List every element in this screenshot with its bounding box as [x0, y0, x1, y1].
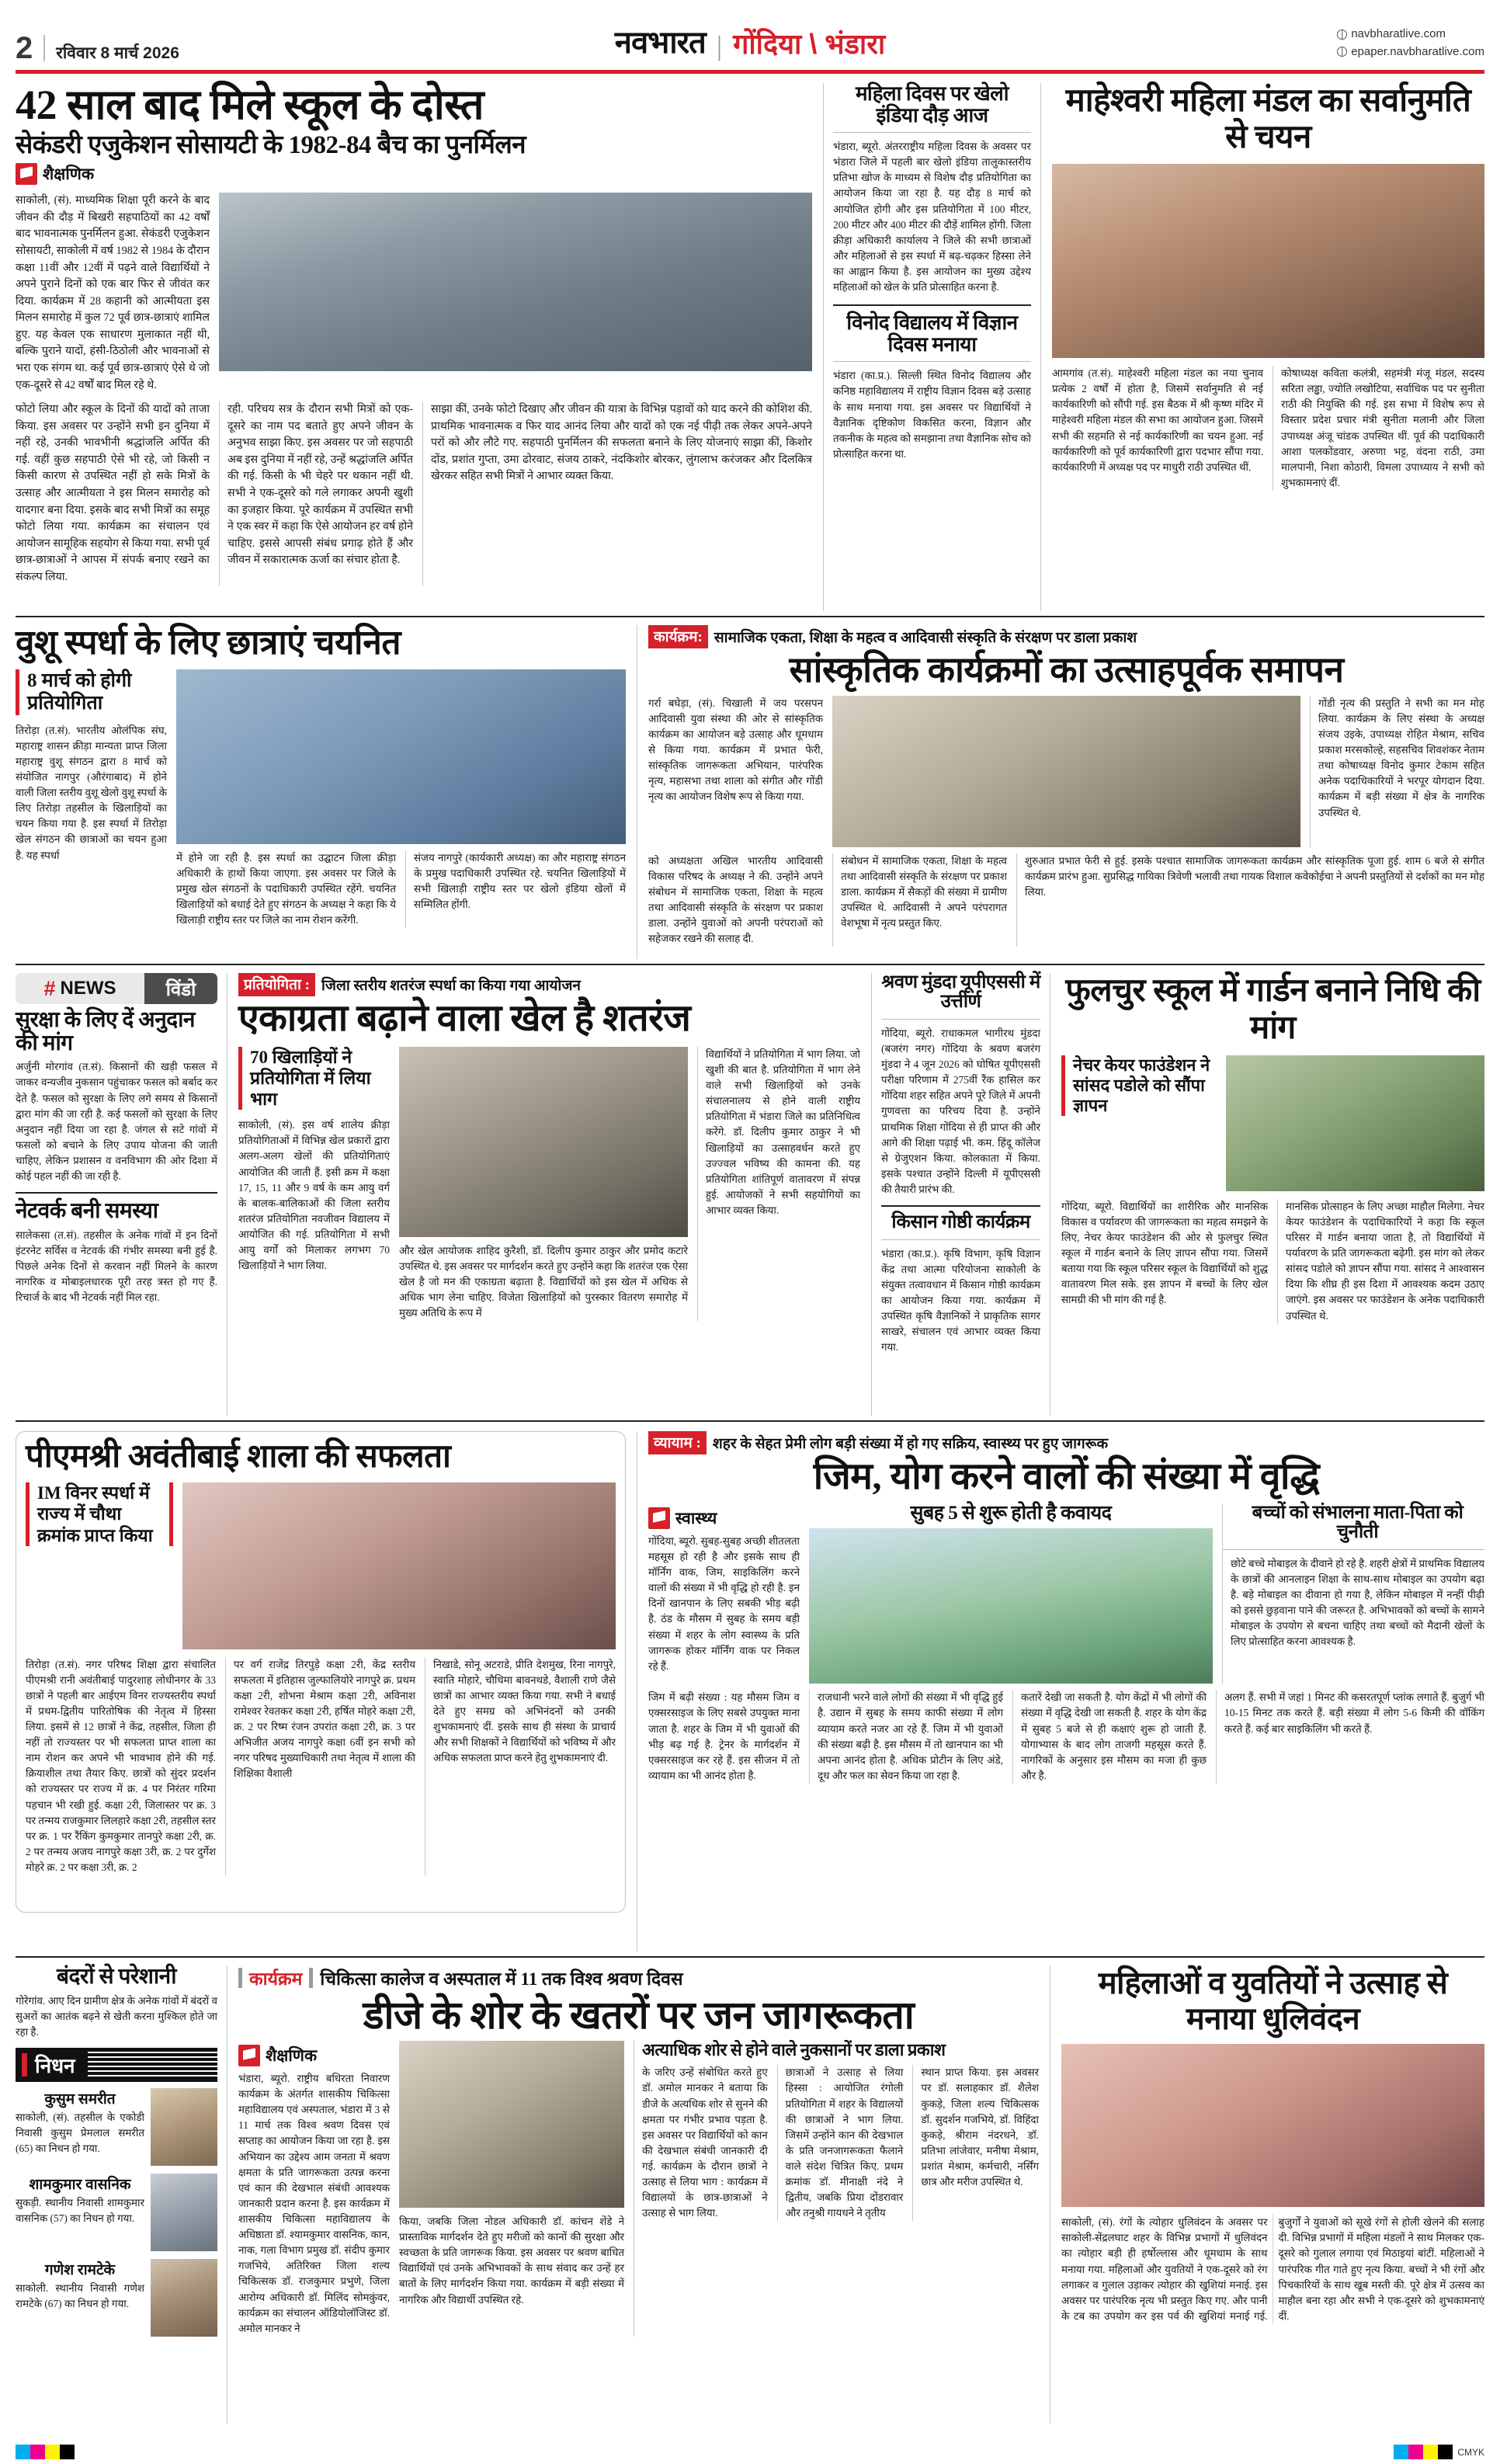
gym-headline: जिम, योग करने वालों की संख्या में वृद्धि [813, 1456, 1320, 1497]
obit-text: सुकड़ी. स्थानीय निवासी शामकुमार वासनिक (57) का निधन हो गया. [16, 2197, 144, 2225]
dj-body-1: भंडारा, ब्यूरो. राष्ट्रीय बधिरता निवारण कार्यक्रम के अंतर्गत शासकीय चिकित्सा महाविद्यालय एवं अस्पताल, भंडारा में 3 से 11 मार्च तक विश्व श्रवण दिवस एवं सप्ताह का आयोजन किया जा रहा है. इस अभियान का उद्देश्य आम जनता में श्रवण क्षमता के प्रति जागरूकता उत्पन्न करना एवं कान की देखभाल संबंधी आवश्यक जानकारी प्रदान करना है. इस कार्यक्रम में शासकीय चिकित्सा महाविद्यालय के अधिष्ठाता डॉ. श्यामकुमार वासनिक, कान, नाक, गला विभाग प्रमुख डॉ. संदीप कुमार गजभिये, अतिरिक्त जिला शल्य चिकित्सक डॉ. राजकुमार प्रभुणे, जिला आरोग्य अधिकारी डॉ. मिलिंद सोमकुंवर, कार्यक्रम का संचालन ऑडियोलॉजिस्ट डॉ. अमोल मानकर ने [238, 2073, 390, 2334]
holi-photo [1061, 2044, 1484, 2207]
lead-col-4 [422, 401, 812, 586]
wushu-col-a [176, 850, 396, 929]
gym-photo [809, 1528, 1213, 1684]
newspaper-logo: नवभारत [614, 26, 706, 60]
pmshri-left [26, 1482, 173, 1649]
swatch-black [1438, 2445, 1453, 2459]
cmyk-label: CMYK [1457, 2446, 1484, 2458]
gym-badge [648, 1507, 717, 1529]
vinod-vigyan-headline: विनोद विद्यालय में विज्ञान दिवस मनाया [846, 311, 1018, 356]
wushu-story [16, 625, 637, 959]
wushu-body-1: तिरोड़ा (त.सं). भारतीय ओलंपिक संघ, महाराष्ट्र शासन क्रीड़ा मान्यता प्राप्त जिला महाराष्ट्र वुशू संगठन द्वारा 8 मार्च को संयोजित नागपुर (औरंगाबाद) में होने वाली जिला स्तरीय वुशू खेलो वुशू स्पर्धा के लिए तिरोड़ा तहसील के खिलाड़ियों का चयन किया गया है. इस स्पर्धा में तिरोड़ा खेल संगठन की छात्राओं का चयन हुआ है. यह स्पर्धा [16, 724, 167, 861]
band-divider-2 [16, 964, 1484, 965]
sanskritik-body-3: संबोधन में सामाजिक एकता, शिक्षा के महत्व तथा आदिवासी संस्कृति के संरक्षण पर प्रकाश डाला. कार्यक्रम में सैकड़ों की संख्या में ग्रामीण उपस्थित थे. आदिवासी ने अपने परंपरागत वेशभूषा में नृत्य प्रस्तुत किए. [841, 854, 1007, 930]
sanskritik-photo-wrap [832, 696, 1300, 847]
phulchur-body-2: मानसिक प्रोत्साहन के लिए अच्छा माहौल मिलेगा. नेचर केयर फाउंडेशन के पदाधिकारियों ने कहा कि स्कूल परिसर में गार्डन बनाया जाता है, तो विद्यार्थियों में पर्यावरण के प्रति जागरूकता बढ़ेगी. इस मांग को लेकर सांसद पडोले को ज्ञापन सौंपा गया. सांसद ने आश्वासन दिया कि शीघ्र ही इस दिशा में आवश्यक कदम उठाए जाएंगे. इस अवसर पर फाउंडेशन के अनेक पदाधिकारी उपस्थित थे. [1286, 1200, 1484, 1322]
wushu-photo [176, 669, 626, 844]
gym-col-4 [1012, 1690, 1207, 1784]
holi-story [1050, 1965, 1484, 2424]
masthead [16, 14, 1484, 64]
dj-photo [399, 2041, 624, 2208]
maheshwari-body-row [1052, 366, 1484, 491]
band-wushu-sanskritik [16, 625, 1484, 959]
pmshri-body-row [26, 1657, 616, 1876]
maheshwari-photo [1052, 164, 1484, 358]
pmshri-deck: IM विनर स्पर्धा में राज्य में चौथा क्रमांक प्राप्त किया [26, 1482, 173, 1547]
band-top [16, 83, 1484, 611]
wushu-row [16, 669, 626, 929]
phulchur-row [1061, 1055, 1484, 1191]
lead-subhead: सेकंडरी एजुकेशन सोसायटी के 1982-84 बैच का पुनर्मिलन [16, 131, 526, 160]
swatch-yellow [45, 2445, 60, 2459]
holi-headline: महिलाओं व युवतियों ने उत्साह से मनाया धुलिवंदन [1098, 1965, 1448, 2036]
globe-icon [1337, 30, 1347, 40]
news-item1-body: अर्जुनी मोरगांव (त.सं). किसानों की खड़ी फसल में जाकर वन्यजीव नुकसान पहुंचाकर फसल को बर्बाद कर देते है. फसल को सुरक्षा के लिए लगे समय से किसानों द्वारा मांग की जा रही है. कई फसलों को सुरक्षा के लिए अनुदान नहीं दिया जा रहा है. जंगल से सटे गांवों में फसलों को बचाने के लिए उपाय योजना की जाती चाहिए, लेकिन प्रशासन व वनविभाग की ओर दिशा में कोई पहल नहीं की जा रही है. [16, 1061, 217, 1183]
edition-name: गोंदिया \ भंडारा [733, 28, 886, 60]
gym-body-2: राजधानी भरने वाले लोगों की संख्या में भी वृद्धि हुई है. उद्यान में सुबह के समय काफी संख्या में लोग व्यायाम करते नजर आ रहे हैं. जिम में भी युवाओं की संख्या बढ़ी है. इस मौसम में तो खानपान का भी अपना आनंद होता है. अधिक प्रोटीन के लिए अंडे, दूध और फल का सेवन किया जा रहा है. [818, 1691, 1003, 1781]
gym-col-3 [648, 1690, 800, 1784]
kicker-bar [238, 1968, 242, 1988]
gym-subhead-mid: सुबह 5 से शुरू होती है कवायद [910, 1502, 1112, 1524]
sanskritik-row [648, 696, 1484, 847]
dj-kicker-tag: कार्यक्रम [249, 1969, 303, 1989]
wushu-body-row [176, 850, 626, 929]
phulchur-body-1: गोंदिया, ब्यूरो. विद्यार्थियों का शारीरिक और मानसिक विकास व पर्यावरण की जागरूकता का महत्व समझने के लिए, नेचर केयर फाउंडेशन की ओर से फुलचुर स्थित स्कूल में गार्डन बनाने के लिए ज्ञापन सौंपा गया. जिसमें बताया गया कि स्कूल परिसर स्कूल के विद्यार्थियों को शुद्ध वातावरण मिल सके. इस ज्ञापन में बच्चों के लिए खेल सामग्री की भी मांग की गई है. [1061, 1200, 1268, 1306]
sanskritik-row-2 [648, 853, 1484, 947]
nidhan-entry-3 [16, 2259, 217, 2337]
band-pmshri-gym [16, 1431, 1484, 1951]
sanskritik-col-2 [648, 853, 823, 947]
bandar-body: गोरेगांव. आए दिन ग्रामीण क्षेत्र के अनेक गांवों में बंदरों व सुअरों का आतंक बढ़ने से खेती करना मुश्किल होते जा रहा है. [16, 1994, 217, 2038]
phulchur-photo [1226, 1055, 1484, 1191]
dj-right [634, 2041, 1039, 2337]
lead-body-4: साझा कीं, उनके फोटो दिखाए और जीवन की यात्रा के विभिन्न पड़ावों को याद करने की कोशिश की. प्राथमिक भावनात्मक व फिर याद आनंद लिया और यादों को एक नई पीढ़ी तक लेकर अपने-अपने परों को और लौटे गए. सहपाठी पुनर्मिलन की सफलता बनाने के लिए योजनाएं साझा कीं, किशोर दोंड, प्रशांत गुप्ता, उमा ढोरवाट, संजय ठाकरे, नंदकिशोर बोरकर, लुंगलाभ करंजकर और दिलकित्र खेरकर सहित सभी मित्रों ने आभार व्यक्त किया. [431, 403, 812, 483]
maheshwari-col-2 [1273, 366, 1484, 491]
sanskritik-kicker [648, 625, 1484, 648]
cmyk-swatch-group [1394, 2445, 1453, 2459]
dj-body-4: छात्राओं ने उत्साह से लिया हिस्सा : आयोजित रंगोली प्रतियोगिता में शहर के विद्यालयों की छात्राओं ने भाग लिया. जिसमें उन्होंने कान की देखभाल के प्रति जनजागरूकता फैलाने वाले संदेश चित्रित किए. प्रथम क्रमांक डॉ. मीनाक्षी नंदे ने द्वितीय, जबकि प्रिया दोंडरावार और तनुश्री गायधने ने तृतीय [785, 2066, 904, 2219]
sanskritik-story [637, 625, 1484, 959]
sanskritik-kicker-text: सामाजिक एकता, शिक्षा के महत्व व आदिवासी संस्कृति के संरक्षण पर डाला प्रकाश [714, 630, 1137, 646]
sanskritik-body-1: गर्रा बघेड़ा, (सं). चिखाली में जय परसपन आदिवासी युवा संस्था की ओर से सांस्कृतिक कार्यक्रम का आयोजन बड़े उत्साह और धूमधाम से किया गया. कार्यक्रम में प्रभात फेरी, सांस्कृतिक जागरूकता अभियान, पारंपरिक नृत्य, महासभा तथा शाला को संगीत और गोंडी नृत्य का आयोजन विशेष रूप से किया गया. [648, 697, 823, 803]
news-tab[interactable] [16, 973, 144, 1004]
news-video-header[interactable] [16, 973, 217, 1004]
band-divider-3 [16, 1420, 1484, 1422]
sanskritik-col-3 [832, 853, 1007, 947]
shatranj-row [238, 1047, 860, 1322]
bandar-nidhan-column [16, 1965, 227, 2424]
lead-body-2: फोटो लिया और स्कूल के दिनों की यादों को ताजा किया. इस अवसर पर उन्होंने सभी इन दुनिया में नहीं रहे, उनकी भावभीनी श्रद्धांजलि अर्पित की गई. वहीं कुछ सहपाठी ऐसे भी रहे, जो किसी न किसी कारण से उपस्थित नहीं हो सके मित्रों के उत्साह और आत्मीयता ने इस मिलन समारोह को यादगार बना दिया. इसके बाद सभी मित्रों का समूह फोटो लिया गया. कार्यक्रम का संचालन एवं आयोजन सामूहिक सहयोग से किया गया. सभी पूर्व छात्र-छात्राओं ने आपस में संपर्क बनाए रखने का संकल्प लिया. [16, 403, 210, 583]
sanskritik-photo [832, 696, 1300, 847]
pmshri-row [26, 1482, 616, 1649]
health-icon [648, 1507, 670, 1529]
obit-photo [151, 2174, 217, 2251]
dj-story [227, 1965, 1050, 2424]
lead-bottom-row [16, 401, 812, 586]
gym-body-7: छोटे बच्चे मोबाइल के दीवाने हो रहे है. शहरी क्षेत्रों में प्राथमिक विद्यालय के छात्रों की आनलाइन शिक्षा के साथ-साथ मोबाइल का उपयोग बढ़ा है. बड़े मोबाइल का दीवाना हो गया है, लेकिन मोबाइल में नन्हीं पीढ़ी को इससे छुड़वाना पाने की जरूरत है. अभिभावकों को बच्चों के सामने मोबाइल के उपयोग से बचना चाहिए तथा बच्चों को मैदानी खेलों के लिए प्रोत्साहित करना आवश्यक है. [1231, 1557, 1484, 1648]
sanskritik-body-2: को अध्यक्षता अखिल भारतीय आदिवासी विकास परिषद के अध्यक्ष ने की. उन्होंने अपने संबोधन में सामाजिक एकता, शिक्षा के महत्व तथा आदिवासी संस्कृति के संरक्षण पर प्रकाश डाला. उन्होंने युवाओं को अपनी परंपराओं को सहेजकर रखने की सलाह दी. [648, 854, 823, 945]
divider [833, 132, 1031, 133]
dj-kicker-text: चिकित्सा कालेज व अस्पताल में 11 तक विश्व श्रवण दिवस [320, 1969, 683, 1989]
masthead-rule [16, 70, 1484, 74]
obit-text: साकोली, (सं). तहसील के एकोडी निवासी कुसुम प्रेमलाल समरीत (65) का निधन हो गया. [16, 2111, 144, 2155]
pmshri-col-1 [26, 1657, 216, 1876]
mahila-daud-headline: महिला दिवस पर खेलो इंडिया दौड़ आज [855, 82, 1009, 127]
shatranj-photo [399, 1047, 688, 1237]
dj-body-2: किया, जबकि जिला नोडल अधिकारी डॉ. कांचन शेंडे ने प्रास्ताविक मार्गदर्शन देते हुए मरीजों को कानों की सुरक्षा और स्वच्छता के प्रति जागरूक किया. इस अवसर पर श्रवण बाधित विद्यार्थियों एवं उनके अभिभावकों के साथ संवाद कर उन्हें हर बातों के लिए मार्गदर्शन किया गया. कार्यक्रम में बड़ी संख्या में नागरिक और विद्यार्थी उपस्थित रहे. [399, 2216, 624, 2306]
lead-photo-wrap [219, 193, 812, 394]
dj-right-cols [634, 2065, 1039, 2221]
obit-photo [151, 2259, 217, 2337]
shatranj-headline: एकाग्रता बढ़ाने वाला खेल है शतरंज [238, 998, 691, 1039]
shatranj-body-1: साकोली, (सं). इस वर्ष शालेय क्रीड़ा प्रतियोगिताओं में विभिन्न खेल प्रकारों द्वारा अलग-अलग खेलों की प्रतियोगिताएं आयोजित की जाती हैं. इसी क्रम में कक्षा 17, 15, 11 और 9 वर्ष के कम आयु वर्ग के बालक-बालिकाओं की जिला स्तरीय शतरंज प्रतियोगिता नवजीवन विद्यालय में आयोजित की गई. प्रतियोगिता में सभी आयु वर्गों को मिलाकर लगभग 70 खिलाड़ियों ने भाग लिया. [238, 1119, 390, 1272]
dj-col-5 [912, 2065, 1039, 2221]
maheshwari-col-1 [1052, 366, 1263, 491]
gym-col-2 [809, 1690, 1003, 1784]
shatranj-body-3: विद्यार्थियों ने प्रतियोगिता में भाग लिया. जो खुशी की बात है. प्रतियोगिता में भाग लेने वाले सभी खिलाड़ियों को उनके संचालनालय से होने वाली राष्ट्रीय प्रतियोगिता में भंडारा जिले का प्रतिनिधित्व करेंगे. डॉ. दिलीप कुमार ठाकुर ने भी खिलाड़ियों का उत्साहवर्धन करते हुए उज्ज्वल भविष्य की कामना की. यह प्रतियोगिता शांतिपूर्ण वातावरण में संपन्न हुई. आयोजकों ने सभी सहयोगियों का आभार व्यक्त किया. [706, 1048, 860, 1216]
sanskritik-kicker-tag: कार्यक्रम: [648, 625, 708, 648]
shatranj-left [238, 1047, 390, 1322]
sanskritik-col-1 [648, 696, 823, 847]
wushu-left [16, 669, 167, 929]
pmshri-photo [182, 1482, 616, 1649]
website-epaper[interactable]: epaper.navbharatlive.com [1351, 44, 1484, 58]
lead-photo [219, 193, 812, 371]
holi-body: साकोली, (सं). रंगों के त्योहार धुलिवंदन के अवसर पर साकोली-सेंद्रलघाट शहर के विभिन्न प्रभागों में धुलिवंदन का त्योहार बड़ी ही हर्षोल्लास और धूमधाम के साथ मनाया गया. महिलाओं और युवतियों ने एक-दूसरे को रंग लगाकर व गुलाल उड़ाकर त्योहार की खुशियां मनाई. इस अवसर पर पारंपरिक नृत्य भी प्रस्तुत किए गए. और पानी के टब का उपयोग कर इस पर्व की खुशियां मनाई गई. बुजुर्गों ने युवाओं को सूखे रंगों से होली खेलने की सलाह दी. विभिन्न प्रभागों में महिला मंडलों ने साथ मिलकर एक-दूसरे को गुलाल लगाया एवं मिठाइयां बांटीं. महिलाओं ने पारंपरिक गीत गाते हुए नृत्य किया. बच्चों ने भी रंगों और पिचकारियों के साथ खूब मस्ती की. पूरे क्षेत्र में उत्सव का माहौल बना रहा और सभी ने एक-दूसरे को शुभकामनाएं दीं. [1061, 2216, 1484, 2322]
band-divider-1 [16, 616, 1484, 617]
phulchur-story [1050, 973, 1484, 1416]
dj-col-4 [777, 2065, 904, 2221]
obit-text: साकोली. स्थानीय निवासी गणेश रामटेके (67) का निधन हो गया. [16, 2282, 144, 2310]
shravan-body: गोंदिया, ब्यूरो. राधाकमल भागीरथ मुंडदा (बजरंग नगर) गोंदिया के श्रवण बजरंग मुंडदा ने 4 जून 2026 को घोषित यूपीएससी परीक्षा परिणाम में 275वीं रैंक हासिल कर गोंदिया शहर सहित अपने पूरे जिले में अपनी गुणवत्ता का परिचय दिया है. उन्होंने प्राथमिक शिक्षा गोंदिया से ही प्राप्त की और आगे की शिक्षा पढ़ाई भी. कम. हिंदू कॉलेज से ग्रेजुएशन किया. कोलकाता में किया. इसके पश्चात उन्होंने दिल्ली में यूपीएससी की तैयारी प्रारंभ की. [881, 1027, 1040, 1195]
divider [16, 1192, 217, 1194]
obit-photo [151, 2088, 217, 2166]
swatch-yellow [1423, 2445, 1438, 2459]
pmshri-body-2: पर वर्ग राजेंद्र तिरपुड़े कक्षा 2री, केंद्र स्तरीय सफलता में इतिहास जुल्फालियोरे नागपुरे क्र. प्रथम कक्षा 2री, शोभना मेश्राम कक्षा 2री, अविनाश रामेश्वर रेवतकर कक्षा 2री, हर्षित मोहरे कक्षा 2री, क्र. 2 पर रिष्म रंजन उपरांत कक्षा 2री, क्र. 3 पर अभिजीत अजय नागपुरे कक्षा 6वीं इन सभी को नगर परिषद मुख्याधिकारी तथा नेतृत्व में शाला की शिक्षिका वैशाली [234, 1658, 415, 1780]
swatch-black [60, 2445, 75, 2459]
dj-body-3: के जरिए उन्हें संबोधित करते हुए डॉ. अमोल मानकर ने बताया कि डीजे के अत्यधिक शोर से सुनने की क्षमता पर गंभीर प्रभाव पड़ता है. इस अवसर पर विद्यार्थियों को कान की देखभाल संबंधी जानकारी दी गई. कार्यक्रम के दौरान छात्रों ने उत्साह से लिया भाग : कार्यक्रम में विद्यालयों के छात्र-छात्राओं ने उत्साह से भाग लिया. [642, 2066, 768, 2219]
lead-col-2 [16, 401, 210, 586]
pmshri-col-2 [225, 1657, 415, 1876]
phulchur-body-row [1061, 1199, 1484, 1324]
sanskritik-body-5: गोंडी नृत्य की प्रस्तुति ने सभी का मन मोह लिया. कार्यक्रम के लिए संस्था के अध्यक्ष संजय उइके, उपाध्यक्ष रोहित मेश्राम, सचिव प्रकाश मरसकोल्हे, सहसचिव शिवशंकर नेताम तथा कोषाध्यक्ष विनोद कुमार टेकाम सहित अनेक पदाधिकारियों ने भरपूर योगदान दिया. कार्यक्रम में बड़ी संख्या में क्षेत्र के नागरिक उपस्थित थे. [1318, 697, 1484, 818]
news-item1-headline: सुरक्षा के लिए दें अनुदान की मांग [16, 1008, 195, 1055]
wushu-body-2: में होने जा रही है. इस स्पर्धा का उद्घाटन जिला क्रीड़ा अधिकारी के हाथों किया जाएगा. इस अवसर पर जिले के प्रमुख खेल संगठनों के पदाधिकारी उपस्थित रहेंगे. चयनित खिलाड़ियों को बधाई देते हुए संगठन के अध्यक्ष ने कहा कि ये खिलाड़ी राष्ट्रीय स्तर पर जिले का नाम रोशन करेंगी. [176, 851, 396, 926]
swatch-magenta [1408, 2445, 1423, 2459]
lead-badge-label: शैक्षणिक [43, 165, 95, 184]
band-shatranj [16, 973, 1484, 1416]
phulchur-deck: नेचर केयर फाउंडेशन ने सांसद पडोले को सौंपा ज्ञापन [1061, 1055, 1217, 1116]
holi-body-row [1061, 2215, 1484, 2324]
maheshwari-body-2: कोषाध्यक्ष कविता कलंत्री, सहमंत्री मंजू मंडल, सदस्य सरिता लड्ढा, ज्योति लखोटिया, सर्वाधिक पद पर सुनीता राठी की नियुक्ति की गई. इस सभा में विशेष रूप से विस्तार प्रदेश प्रचार मंत्री सुनीता मलानी और जिला उपाध्यक्ष अंजू चांडक उपस्थित थीं. पूर्व की पदाधिकारी आशा पलकोंडवार, अरुणा भट्ट, वंदना राठी, उमा मालपानी, निशा कोठारी, विमला उपाध्याय ने सभी को शुभकामनाएं दीं. [1281, 367, 1484, 488]
obit-name: गणेश रामटेके [44, 2262, 116, 2278]
globe-icon [1337, 47, 1347, 57]
obit-name: कुसुम समरीत [44, 2091, 116, 2108]
sanskritik-col-4 [1016, 853, 1484, 947]
gym-badge-label: स्वास्थ्य [675, 1508, 717, 1527]
dj-photo-wrap [399, 2041, 624, 2337]
shatranj-kicker-tag: प्रतियोगिता : [238, 973, 315, 996]
dj-left [238, 2041, 390, 2337]
cmyk-swatches-left [16, 2445, 75, 2459]
wushu-deck: 8 मार्च को होगी प्रतियोगिता [16, 669, 167, 715]
wushu-col-b [405, 850, 626, 929]
divider [1223, 1549, 1484, 1550]
gym-col-5 [1216, 1690, 1484, 1784]
divider [881, 1019, 1040, 1020]
maheshwari-headline: माहेश्वरी महिला मंडल का सर्वानुमति से चयन [1065, 83, 1471, 156]
divider [833, 361, 1031, 362]
lead-top-row [16, 193, 812, 394]
divider [881, 1205, 1040, 1207]
nidhan-accent [22, 2053, 27, 2077]
band-divider-4 [16, 1956, 1484, 1958]
lead-col-3 [219, 401, 413, 586]
gym-body-6: अलग हैं. सभी में जहां 1 मिनट की कसरतपूर्ण प्लांक लगाते हैं. बुजुर्ग भी 10-15 मिनट तक करते हैं. बड़ी संख्या में लोग 5-6 किमी की वॉकिंग करते हैं. कई बार साइकिलिंग भी करते हैं. [1224, 1691, 1484, 1735]
pmshri-story [16, 1431, 637, 1951]
dj-col-3 [634, 2065, 768, 2221]
gym-kicker [648, 1431, 1484, 1454]
dj-kicker [238, 1965, 1039, 1990]
divider [881, 1239, 1040, 1240]
gym-story [637, 1431, 1484, 1951]
phulchur-col-1 [1061, 1199, 1268, 1324]
shravan-kisan-column [871, 973, 1050, 1416]
dj-subhead: अत्याधिक शोर से होने वाले नुकसानों पर डाला प्रकाश [642, 2040, 946, 2059]
shatranj-body-2: और खेल आयोजक शाहिद कुरैशी, डॉ. दिलीप कुमार ठाकुर और प्रमोद कटारे उपस्थित थे. इस अवसर पर मार्गदर्शन करते हुए उन्होंने कहा कि शतरंज एक ऐसा खेल है जो मन की एकाग्रता बढ़ाता है. विद्यार्थियों को इस खेल में अधिक से अधिक भाग लेना चाहिए. विजेता खिलाड़ियों को पुरस्कार वितरण समारोह में मुख्य अतिथि के रूप में [399, 1244, 688, 1319]
phulchur-left [1061, 1055, 1217, 1191]
news-item2-body: सालेकसा (त.सं). तहसील के अनेक गांवों में इन दिनों इंटरनेट सर्विस व नेटवर्क की गंभीर समस्या बनी हुई है. पिछले अनेक दिनों से करवान नहीं मिलने के कारण नागरिक व मोबाइलधारक पूरी तरह त्रस्त हो गए हैं. रिचार्ज के बाद भी नेटवर्क नहीं मिल रहा. [16, 1229, 217, 1304]
lead-col-1 [16, 193, 210, 394]
shatranj-deck: 70 खिलाड़ियों ने प्रतियोगिता में लिया भाग [238, 1047, 390, 1110]
lead-body-3: रही. परिचय सत्र के दौरान सभी मित्रों को एक-दूसरे का नाम पद बताते हुए अपने जीवन के अनुभव साझा किए. इस अवसर पर जो सहपाठी अब इस दुनिया में नहीं रहे, उन्हें श्रद्धांजलि अर्पित की गई. किसी के भी चेहरे पर थकान नहीं थी. सभी ने एक-दूसरे को गले लगाकर अपनी खुशी का इजहार किया. पूरे कार्यक्रम में उपस्थित सभी ने एक स्वर में कहा कि ऐसे आयोजन हर वर्ष होने चाहिए. इससे आपसी संबंध प्रगाढ़ होते हैं और जीवन में सकारात्मक ऊर्जा का संचार होता है. [227, 403, 413, 567]
shatranj-kicker [238, 973, 860, 996]
phulchur-headline: फुलचुर स्कूल में गार्डन बनाने निधि की मांग [1065, 973, 1481, 1046]
pmshri-box [16, 1431, 626, 1913]
vinod-vigyan-body: भंडारा (का.प्र.). सिल्ली स्थित विनोद विद्यालय और कनिष्ठ महाविद्यालय में राष्ट्रीय विज्ञान दिवस बड़े उत्साह के साथ मनाया गया. इस अवसर पर विद्यार्थियों ने वैज्ञानिक दृष्टिकोण विकसित करना, विज्ञान और तकनीक के महत्व को समझाना तथा वैज्ञानिक सोच को प्रोत्साहित करना था. [833, 370, 1031, 460]
kisan-headline: किसान गोष्ठी कार्यक्रम [891, 1212, 1030, 1233]
obit-name: शामकुमार वासनिक [29, 2177, 131, 2193]
news-video-column [16, 973, 227, 1416]
gym-side-headline: बच्चों को संभालना माता-पिता को चुनौती [1252, 1502, 1464, 1543]
holi-col [1061, 2215, 1484, 2324]
lead-badge [16, 163, 94, 185]
nidhan-entry-1 [16, 2088, 217, 2166]
shatranj-story [227, 973, 871, 1416]
pmshri-body-3: निखाडे, सोनू अटराडे, प्रीति देशमुख, रिना नागपुरे, स्वाति मोहारे, चौधिमा बावनथडे, वैशाली राणे जैसे छात्रों का आभार व्यक्त किया गया. सभी ने बधाई देते हुए समग्र को अभिनंदनों को उनकी शुभकामनाएं दीं. इसके साथ ही संस्था के प्राचार्य और सभी शिक्षकों ने विद्यार्थियों को भविष्य में और अधिक सफलता प्राप्त करने हेतु शुभकामनाएं दी. [433, 1658, 616, 1764]
publication-date: रविवार 8 मार्च 2026 [56, 44, 179, 62]
phulchur-photo-wrap [1226, 1055, 1484, 1191]
website-main[interactable]: navbharatlive.com [1351, 27, 1446, 40]
phulchur-col-2 [1277, 1199, 1484, 1324]
pmshri-col-3 [425, 1657, 616, 1876]
dj-body-5: स्थान प्राप्त किया. इस अवसर पर डॉ. सलाहकार डॉ. शैलेश कुकड़े, जिला शल्य चिकित्सक डॉ. सुदर्शन गजभिये, डॉ. विहिंदा कुकड़े, श्रीराम नंदरधने, डॉ. प्रतिभा लांजेवार, मनीषा मेश्राम, प्रशांत मेश्राम, कर्मचारी, नर्सिंग छात्र और मरीज उपस्थित थे. [921, 2066, 1040, 2188]
nidhan-stripes [88, 2052, 217, 2078]
education-icon [238, 2045, 260, 2066]
hash-icon: # [43, 976, 56, 1000]
gym-body-4: कतारें देखी जा सकती है. योग केंद्रों में भी लोगों की संख्या में वृद्धि देखी जा सकती है. शहर के योग केंद्र में सुबह 5 बजे से ही कक्षाएं शुरू हो जाती हैं. योगाभ्यास के बाद लोग ताजगी महसूस करते हैं. नागरिकों के अनुसार इस मौसम का मजा ही कुछ और है. [1021, 1691, 1207, 1781]
logo-separator: | [716, 30, 723, 61]
shravan-headline: श्रवण मुंडदा यूपीएससी में उत्तीर्ण [881, 972, 1040, 1013]
mahila-daud-story [823, 83, 1040, 611]
gym-mid [809, 1503, 1213, 1684]
wushu-body-3: संजय नागपुरे (कार्यकारी अध्यक्ष) का और महाराष्ट्र संगठन के प्रमुख पदाधिकारी उपस्थित रहे. चयनित खिलाड़ियों में सभी खिलाड़ी राष्ट्रीय स्तर पर खेलो इंडिया खेलों में सम्मिलित होंगी. [414, 851, 626, 910]
bandar-headline: बंदरों से परेशानी [57, 1965, 176, 1989]
news-label: NEWS [60, 978, 116, 999]
gym-body-1: गोंदिया, ब्यूरो. सुबह-सुबह अच्छी शीतलता महसूस हो रही है और इसके साथ ही मॉर्निंग वाक, जिम, साइकिलिंग करने वालों की संख्या में भी वृद्धि हो रही है. इन दिनों खानपान के लिए सबकी भीड़ बढ़ी है. ठंड के मौसम में सुबह के समय बड़ी संख्या में शहर के लोग स्वास्थ्य के प्रति जागरूक होकर मॉर्निंग वाक पर निकल रहे हैं. [648, 1534, 800, 1672]
wushu-right [176, 669, 626, 929]
nidhan-title: निधन [35, 2055, 75, 2077]
video-tab[interactable]: विंडो [144, 973, 217, 1004]
pmshri-headline: पीएमश्री अवंतीबाई शाला की सफलता [26, 1439, 451, 1475]
divider [833, 304, 1031, 306]
band-bottom [16, 1965, 1484, 2424]
swatch-cyan [1394, 2445, 1408, 2459]
sanskritik-body-4: शुरुआत प्रभात फेरी से हुई. इसके पश्चात सामाजिक जागरूकता कार्यक्रम और सांस्कृतिक पूजा हुई. शाम 6 बजे से संगीत कार्यक्रम प्रारंभ हुआ. सुप्रसिद्ध गायिका त्रिवेणी भलावी तथा गायक विशाल कवेकोईचा ने अपनी प्रस्तुतियों से दर्शकों का मन मोह लिया. [1025, 854, 1484, 898]
lead-story [16, 83, 823, 611]
wushu-headline: वुशू स्पर्धा के लिए छात्राएं चयनित [16, 624, 401, 662]
maheshwari-body-1: आमगांव (त.सं). माहेश्वरी महिला मंडल का नया चुनाव प्रत्येक 2 वर्षों में होता है, जिसमें सर्वानुमति से नई कार्यकारिणी को सौंपी गई. इस बैठक में श्री कृष्ण मंदिर में माहेश्वरी महिला मंडल की सभा का आयोजन हुआ. जिसमें सभी की सहमति से नई कार्यकारिणी का चयन हुआ. नई कार्यकारिणी को पूर्व कार्यकारिणी द्वारा पदभार सौंपा गया. कार्यकारिणी में अध्यक्ष पद पर माधुरी राठी उपस्थित थीं. [1052, 367, 1263, 473]
masthead-left [16, 33, 179, 64]
gym-kicker-tag: व्यायाम : [648, 1431, 707, 1454]
pmshri-photo-wrap [182, 1482, 616, 1649]
dj-headline: डीजे के शोर के खतरों पर जन जागरूकता [363, 1993, 915, 2037]
cmyk-swatches-right [1394, 2445, 1484, 2459]
swatch-cyan [16, 2445, 30, 2459]
gym-kicker-text: शहर के सेहत प्रेमी लोग बड़ी संख्या में हो गए सक्रिय, स्वास्थ्य पर हुए जागरूक [712, 1436, 1109, 1452]
gym-row-bottom [648, 1690, 1484, 1784]
dj-badge-label: शैक्षणिक [266, 2046, 318, 2065]
shatranj-mid [399, 1047, 688, 1322]
masthead-websites [1337, 26, 1484, 61]
sanskritik-headline: सांस्कृतिक कार्यक्रमों का उत्साहपूर्वक समापन [789, 650, 1344, 690]
education-icon [16, 163, 37, 185]
masthead-divider [43, 35, 45, 61]
lead-body-1: साकोली, (सं). माध्यमिक शिक्षा पूरी करने के बाद जीवन की दौड़ में बिखरी सहपाठियों का 42 वर्षों बाद भावनात्मक पुनर्मिलन हुआ. सेकंडरी एजुकेशन सोसायटी, साकोली में वर्ष 1982 से 1984 के दौरान कक्षा 11वीं और 12वीं में पढ़ने वाले विद्यार्थियों ने अपने पुराने दिनों को एक बार फिर से जीवंत कर दिया. कार्यक्रम में 28 कहानी को आत्मीयता इस मिलन समारोह में कुल 72 पूर्व छात्र-छात्राएं शामिल हुए. यह केवल एक साधारण मुलाकात नहीं थी, बल्कि पुराने यादों, हंसी-ठिठोली और भावनाओं से भरा एक संगम था. कई पूर्व छात्र-छात्राएं ऐसे थे जो एक-दूसरे से 42 वर्षों बाद मिल रहे थे. [16, 194, 210, 391]
maheshwari-story [1040, 83, 1484, 611]
dj-badge [238, 2045, 317, 2066]
gym-right [1222, 1503, 1484, 1684]
masthead-logo-group [615, 19, 886, 62]
mahila-daud-body: भंडारा, ब्यूरो. अंतरराष्ट्रीय महिला दिवस के अवसर पर भंडारा जिले में पहली बार खेलो इंडिया तालुकास्तरीय प्रतिभा खोज के माध्यम से विशेष दौड़ प्रतियोगिता का आयोजन किया जा रहा है. यह दौड़ 8 मार्च को आयोजित होगी और इस प्रतियोगिता में 100 मीटर, 200 मीटर और 400 मीटर की दौड़ें शामिल होंगी. जिला क्रीड़ा अधिकारी कार्यालय ने जिले की सभी छात्राओं और महिलाओं से इस स्पर्धा में बढ़-चढ़कर हिस्सा लेने का आह्वान किया है. इस आयोजन का मुख्य उद्देश्य महिलाओं को खेल के प्रति प्रोत्साहित करना है. [833, 141, 1031, 294]
gym-body-3: जिम में बढ़ी संख्या : यह मौसम जिम व एक्सरसाइज के लिए सबसे उपयुक्त माना जाता है. शहर के जिम में भी युवाओं की भीड़ बढ़ गई है. ट्रेनर के मार्गदर्शन में एक्सरसाइज कर रहे हैं. इस सीजन में तो व्यायाम का भी आनंद होता है. [648, 1691, 800, 1781]
page-number: 2 [16, 31, 33, 65]
shatranj-kicker-text: जिला स्तरीय शतरंज स्पर्धा का किया गया आयोजन [321, 978, 581, 994]
pmshri-body-1: तिरोड़ा (त.सं). नगर परिषद शिक्षा द्वारा संचालित पीएमश्री रानी अवंतीबाई पादुरशाह लोधीनगर के 33 छात्रों ने पहली बार आईएम विनर राज्यस्तरीय स्पर्धा में प्रथम-द्वितीय पारितोषिक की नेतृत्व में हिस्सा लिया. इसमें से 12 छात्रों ने केंद्र, तहसील, जिला ही नहीं तो राज्यस्तर पर भी सफलता प्राप्त शाला का नाम रोशन कर अपने भी भावभाव होने की गई. क्रियाशील तथा तैयार किए. छात्रों को सुंदर प्रदर्शन को राज्यस्तर पर राज्य में क्र. 4 पर निरंतर गरिमा पहचान भी रखी हुई. कक्षा 2री, जिलास्तर पर क्र. 3 पर तन्मय राजकुमार लिलहारे कक्षा 2री, तहसील स्तर पर क्र. 1 पर रैंकिंग कुमकुमार तानपुरे कक्षा 2री, क्र. 2 पर तन्मय अजय नागपुरे कक्षा 3री, क्र. 2 पर दुर्गेश मोहरे क्र. 2 पर कक्षा 3री, क्र. 2 [26, 1658, 216, 1873]
gym-row-top [648, 1503, 1484, 1684]
dj-row [238, 2041, 1039, 2337]
lead-headline: 42 साल बाद मिले स्कूल के दोस्त [16, 82, 484, 128]
news-item2-headline: नेटवर्क बनी समस्या [16, 1199, 158, 1224]
sanskritik-col-5 [1310, 696, 1484, 847]
shatranj-right [697, 1047, 860, 1322]
swatch-magenta [30, 2445, 45, 2459]
kisan-body: भंडारा (का.प्र.). कृषि विभाग, कृषि विज्ञान केंद्र तथा आत्मा परियोजना साकोली के संयुक्त तत्वावधान में किसान गोष्ठी कार्यक्रम का आयोजन किया गया. कार्यक्रम में उपस्थित कृषि वैज्ञानिकों ने प्राकृतिक सागर साखरे, संचालन एवं आभार व्यक्त किया गया. [881, 1247, 1040, 1354]
gym-left [648, 1503, 800, 1684]
nidhan-entry-2 [16, 2174, 217, 2251]
kicker-bar [309, 1968, 313, 1988]
nidhan-header [16, 2048, 217, 2082]
